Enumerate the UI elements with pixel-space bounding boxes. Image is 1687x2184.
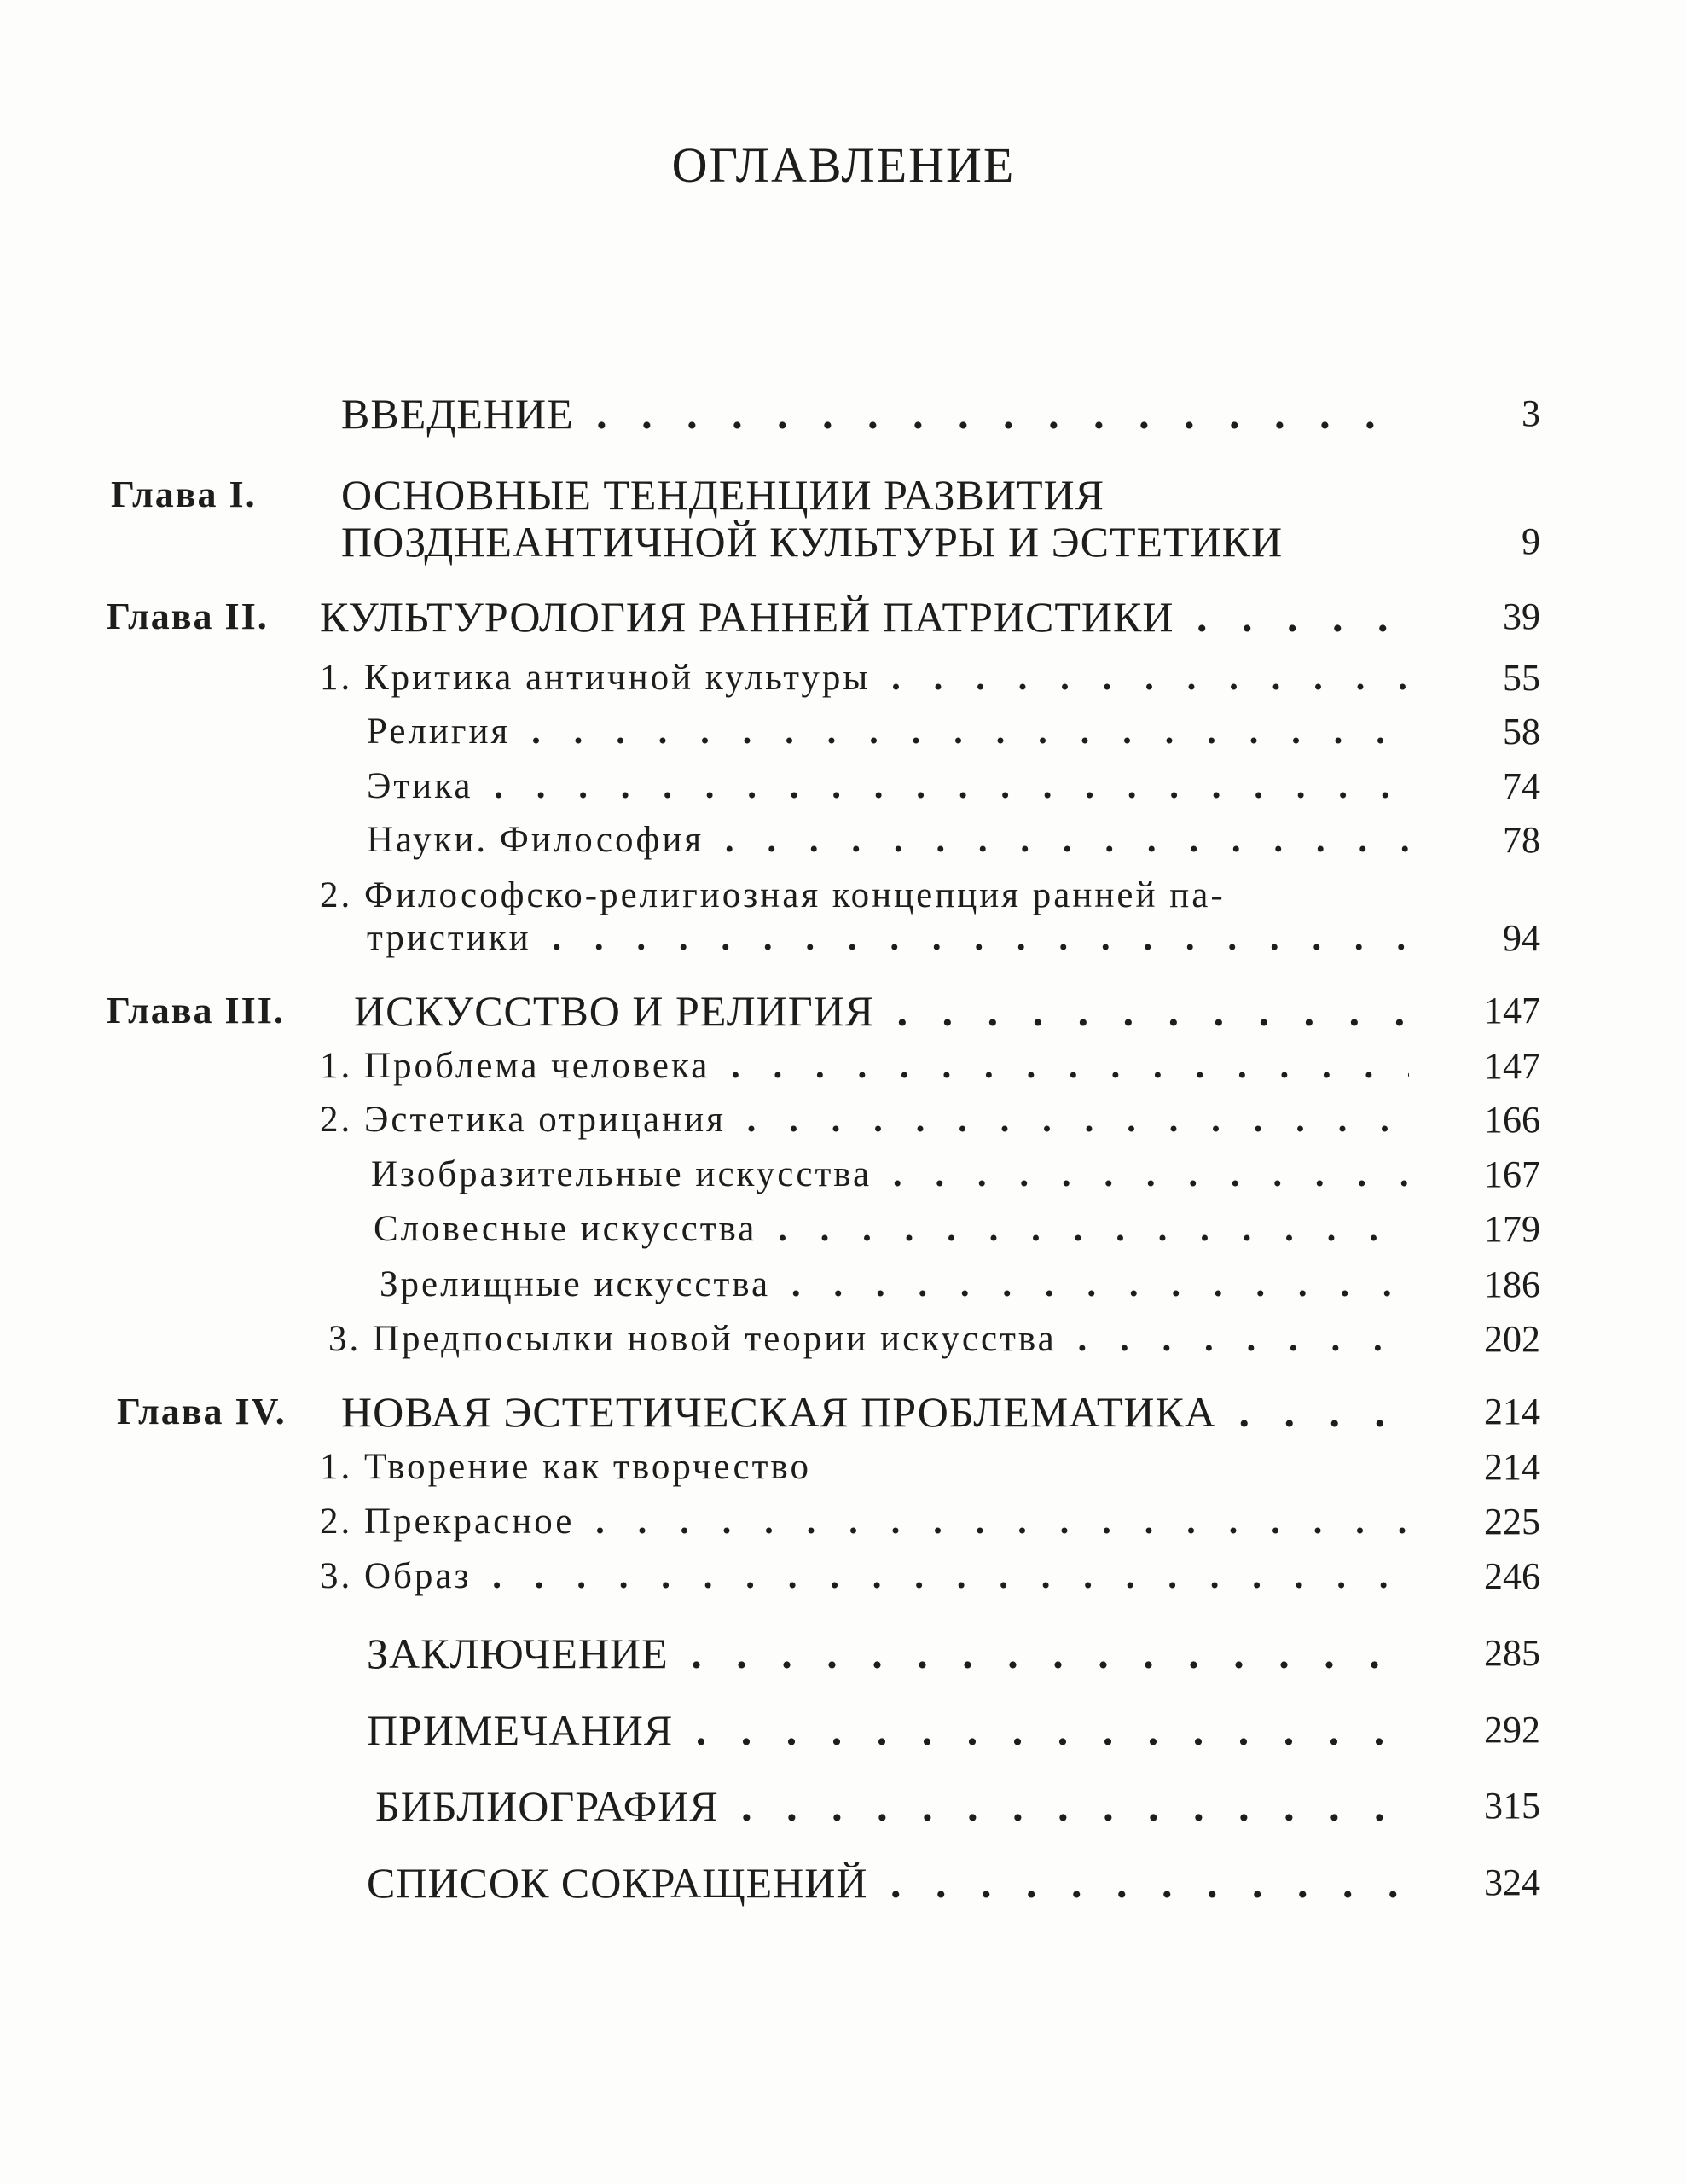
toc-entry-chapter-1-cont: [0, 516, 1687, 567]
entry-text: БИБЛИОГРАФИЯ . . .: [375, 1780, 1409, 1832]
toc-entry-chapter-3: [0, 985, 1687, 1037]
toc-entry-3-2b: [0, 1204, 1687, 1255]
entry-text: 3. Предпосылки новой теории искусства . . .: [328, 1314, 1409, 1365]
entry-page: 3: [1522, 392, 1540, 434]
entry-page: 39: [1503, 595, 1540, 637]
entry-text: ПОЗДНЕАНТИЧНОЙ КУЛЬТУРЫ И ЭСТЕТИКИ: [341, 518, 1284, 566]
entry-page: 214: [1484, 1446, 1540, 1488]
toc-entry-2-2-cont: [0, 913, 1687, 964]
entry-text: 2. Философско-религиозная концепция ранней па-: [320, 875, 1226, 915]
entry-text: Словесные искусства . . .: [374, 1204, 1409, 1255]
entry-text: КУЛЬТУРОЛОГИЯ РАННЕЙ ПАТРИСТИКИ . . .: [320, 591, 1409, 642]
entry-text: 3. Образ . . .: [320, 1551, 1409, 1602]
toc-entry-2-1b: [0, 761, 1687, 812]
entry-page: 94: [1503, 917, 1540, 959]
entry-page: 9: [1522, 520, 1540, 562]
entry-text: Религия . . .: [367, 706, 1409, 758]
entry-text: 2. Эстетика отрицания . . .: [320, 1095, 1409, 1146]
entry-text: ПРИМЕЧАНИЯ . . .: [367, 1705, 1409, 1756]
chapter-label: Глава III.: [107, 990, 285, 1031]
entry-text: Науки. Философия . . .: [367, 815, 1409, 866]
chapter-label: Глава II.: [107, 595, 269, 637]
toc-entry-2-1c: [0, 815, 1687, 866]
entry-page: 246: [1484, 1555, 1540, 1597]
entry-page: 78: [1503, 819, 1540, 861]
entry-text: НОВАЯ ЭСТЕТИЧЕСКАЯ ПРОБЛЕМАТИКА . . .: [341, 1386, 1409, 1438]
entry-page: 186: [1484, 1263, 1540, 1305]
entry-page: 58: [1503, 711, 1540, 752]
toc-entry-intro: [0, 388, 1687, 439]
entry-page: 315: [1484, 1785, 1540, 1827]
toc-entry-3-3: [0, 1314, 1687, 1365]
entry-page: 324: [1484, 1862, 1540, 1903]
entry-text: Изобразительные искусства . . .: [371, 1149, 1409, 1200]
toc-entry-3-1: [0, 1041, 1687, 1092]
entry-text: ВВЕДЕНИЕ . . .: [341, 388, 1409, 439]
entry-page: 179: [1484, 1208, 1540, 1250]
toc-entry-3-2c: [0, 1259, 1687, 1310]
chapter-label: Глава IV.: [117, 1391, 287, 1432]
toc-entry-bibliography: [0, 1780, 1687, 1832]
entry-page: 214: [1484, 1391, 1540, 1432]
toc-entry-chapter-4: [0, 1386, 1687, 1438]
toc-entry-4-1: [0, 1442, 1687, 1493]
entry-page: 285: [1484, 1632, 1540, 1674]
entry-text: 1. Проблема человека . . .: [320, 1041, 1409, 1092]
entry-text: 2. Прекрасное . . .: [320, 1496, 1409, 1548]
entry-text: СПИСОК СОКРАЩЕНИЙ . . .: [367, 1857, 1409, 1908]
toc-entry-chapter-2: [0, 591, 1687, 642]
entry-text: Зрелищные искусства . . .: [380, 1259, 1409, 1310]
entry-text: 1. Творение как творчество: [320, 1447, 811, 1487]
entry-text: ЗАКЛЮЧЕНИЕ . . .: [367, 1628, 1409, 1679]
toc-entry-chapter-1: [0, 469, 1687, 520]
toc-entry-2-1: [0, 653, 1687, 704]
entry-text: ОСНОВНЫЕ ТЕНДЕНЦИИ РАЗВИТИЯ: [341, 471, 1104, 519]
toc-entry-2-1a: [0, 706, 1687, 758]
entry-page: 166: [1484, 1099, 1540, 1141]
toc-entry-3-2a: [0, 1149, 1687, 1200]
entry-text: ИСКУССТВО И РЕЛИГИЯ . . .: [354, 985, 1409, 1037]
page-title: ОГЛАВЛЕНИЕ: [671, 137, 1016, 193]
toc-entry-3-2: [0, 1095, 1687, 1146]
entry-text: тристики . . .: [367, 913, 1409, 964]
toc-entry-4-3: [0, 1551, 1687, 1602]
entry-text: 1. Критика античной культуры . . .: [320, 653, 1409, 704]
entry-text: Этика . . .: [367, 761, 1409, 812]
entry-page: 55: [1503, 657, 1540, 699]
chapter-label: Глава I.: [111, 473, 257, 515]
entry-page: 292: [1484, 1709, 1540, 1751]
entry-page: 147: [1484, 1045, 1540, 1087]
entry-page: 74: [1503, 765, 1540, 807]
entry-page: 202: [1484, 1318, 1540, 1360]
entry-page: 225: [1484, 1501, 1540, 1542]
toc-entry-abbreviations: [0, 1857, 1687, 1908]
toc-entry-conclusion: [0, 1628, 1687, 1679]
toc-entry-4-2: [0, 1496, 1687, 1548]
entry-page: 167: [1484, 1153, 1540, 1195]
entry-page: 147: [1484, 990, 1540, 1031]
toc-entry-notes: [0, 1705, 1687, 1756]
